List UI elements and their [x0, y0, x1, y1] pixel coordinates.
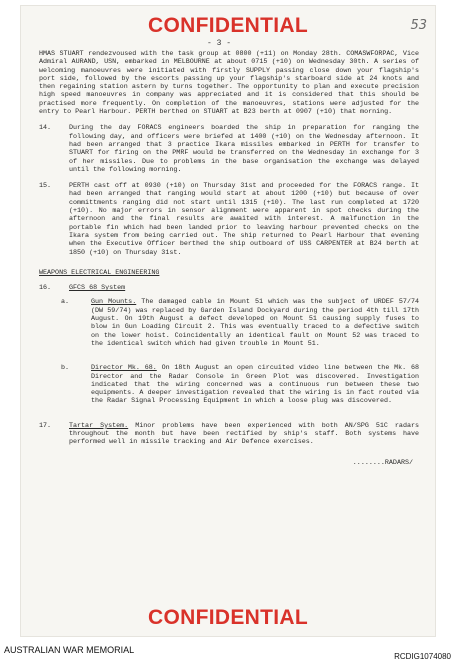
paragraph-15 — [39, 182, 419, 265]
classification-stamp-bottom: CONFIDENTIAL — [148, 606, 308, 629]
item-letter: b. — [61, 364, 70, 373]
paragraph-body: Minor problems have been experienced with both AN/SPG 51C radars throughout the month but have been rectified by ship's staff. Both systems have performed well in missile tracking and Air Defence exercises. — [69, 421, 419, 447]
document-body — [39, 50, 419, 467]
item-text — [91, 364, 419, 405]
paragraph-title: Tartar System. — [69, 421, 129, 430]
item-title: Gun Mounts. — [91, 298, 137, 307]
paragraph-number: 15. — [39, 182, 52, 191]
item-text — [91, 298, 419, 348]
subsection-16 — [39, 284, 419, 292]
paragraph-text: PERTH cast off at 0930 (+10) on Thursday 31st and proceeded for the FORACS range. It had been arranged that ranging would start at about 1200 (+10) but because of over committments ranging did not start until 1315 (+10). The last run completed at 1720 (+10). No major errors in sensor alignment were apparent in spot checks during the afternoon and the final results are awaited with interest. A malfunction in the portable fin which had been landed prior to leaving harbour prevented checks on the Ikara system from being carried out. The ship returned to Pearl Harbour that evening when the Executive Officer berthed the ship outboard of USS CARPENTER at B24 berth at 1850 (+10) on Thursday 31st. — [69, 182, 419, 257]
item-body: On 18th August an open circuited video line between the Mk. 68 Director and the Radar Console in Green Plot was discovered. Investigation indicated that the wiring concerned was a continuous run between these two equipments. A deeper investigation revealed that the wiring is in fact routed via the Radar Signal Processing Equipment in which a loose plug was discovered. — [91, 364, 419, 406]
paragraph-text — [69, 422, 419, 447]
record-id: RCDIG1074080 — [394, 652, 451, 661]
paragraph-text: During the day FORACS engineers boarded the ship in preparation for ranging the following day, and officers were briefed at 1400 (+10) on the Wednesday afternoon. It had been arranged that 3 practice Ikara missiles embarked in PERTH for transfer to STUART for firing on the PMRF would be transferred on the Wednesday in exchange for 3 of her missiles. Due to problems in the base organisation the exchange was delayed until the following morning. — [69, 124, 419, 174]
item-a-gun-mounts — [61, 298, 419, 356]
item-body: The damaged cable in Mount 51 which was the subject of URDEF 57/74 (DW 59/74) was replaced by Garden Island Dockyard during the period 4th till 17th August. On 19th August a defect developed on Mount 51 causing supply fuses to blow in Gun Loading Circuit 2. This was eventually traced to a defective switch on the lower hoist. Coincidentally an identical fault on Mount 52 was traced to the identical switch which had given trouble in Mount 51. — [91, 298, 419, 348]
folio-number: 53 — [410, 18, 427, 33]
item-b-director — [61, 364, 419, 413]
classification-stamp-top: CONFIDENTIAL — [148, 14, 308, 37]
page-number: - 3 - — [207, 39, 232, 48]
paragraph-17 — [39, 422, 419, 455]
item-letter: a. — [61, 298, 70, 307]
paragraph-14 — [39, 124, 419, 182]
document-page — [21, 6, 435, 636]
item-title: Director Mk. 68. — [91, 364, 157, 373]
subsection-number: 16. — [39, 284, 52, 293]
paragraph-13: HMAS STUART rendezvoused with the task group at 0800 (+11) on Monday 28th. COMASWFORPAC, Vice Admiral AURAND, USN, embarked in MELBOURNE at about 0715 (+10) on Wednesday 30th. A series of welcoming manoeuvres were initiated with firstly SUPPLY passing close down your flagship's port side, followed by the escorts passing up your flagship's starboard side at 24 knots and then regaining station astern by turns together. The opportunity to plan and execute precision high speed manoeuvres in company was appreciated and it is considered that this should be practised more frequently. On completion of the manoeuvres, stations were adjusted for the entry to Pearl Harbour. PERTH berthed on STUART at B23 berth at 0907 (+10) that morning. — [39, 50, 419, 117]
subsection-title: GFCS 68 System — [69, 284, 126, 293]
paragraph-number: 14. — [39, 124, 52, 133]
continuation-catchword: ........RADARS/ — [352, 458, 413, 467]
paragraph-number: 17. — [39, 421, 52, 430]
institution-label: AUSTRALIAN WAR MEMORIAL — [4, 645, 135, 655]
section-heading: WEAPONS ELECTRICAL ENGINEERING — [39, 268, 160, 277]
